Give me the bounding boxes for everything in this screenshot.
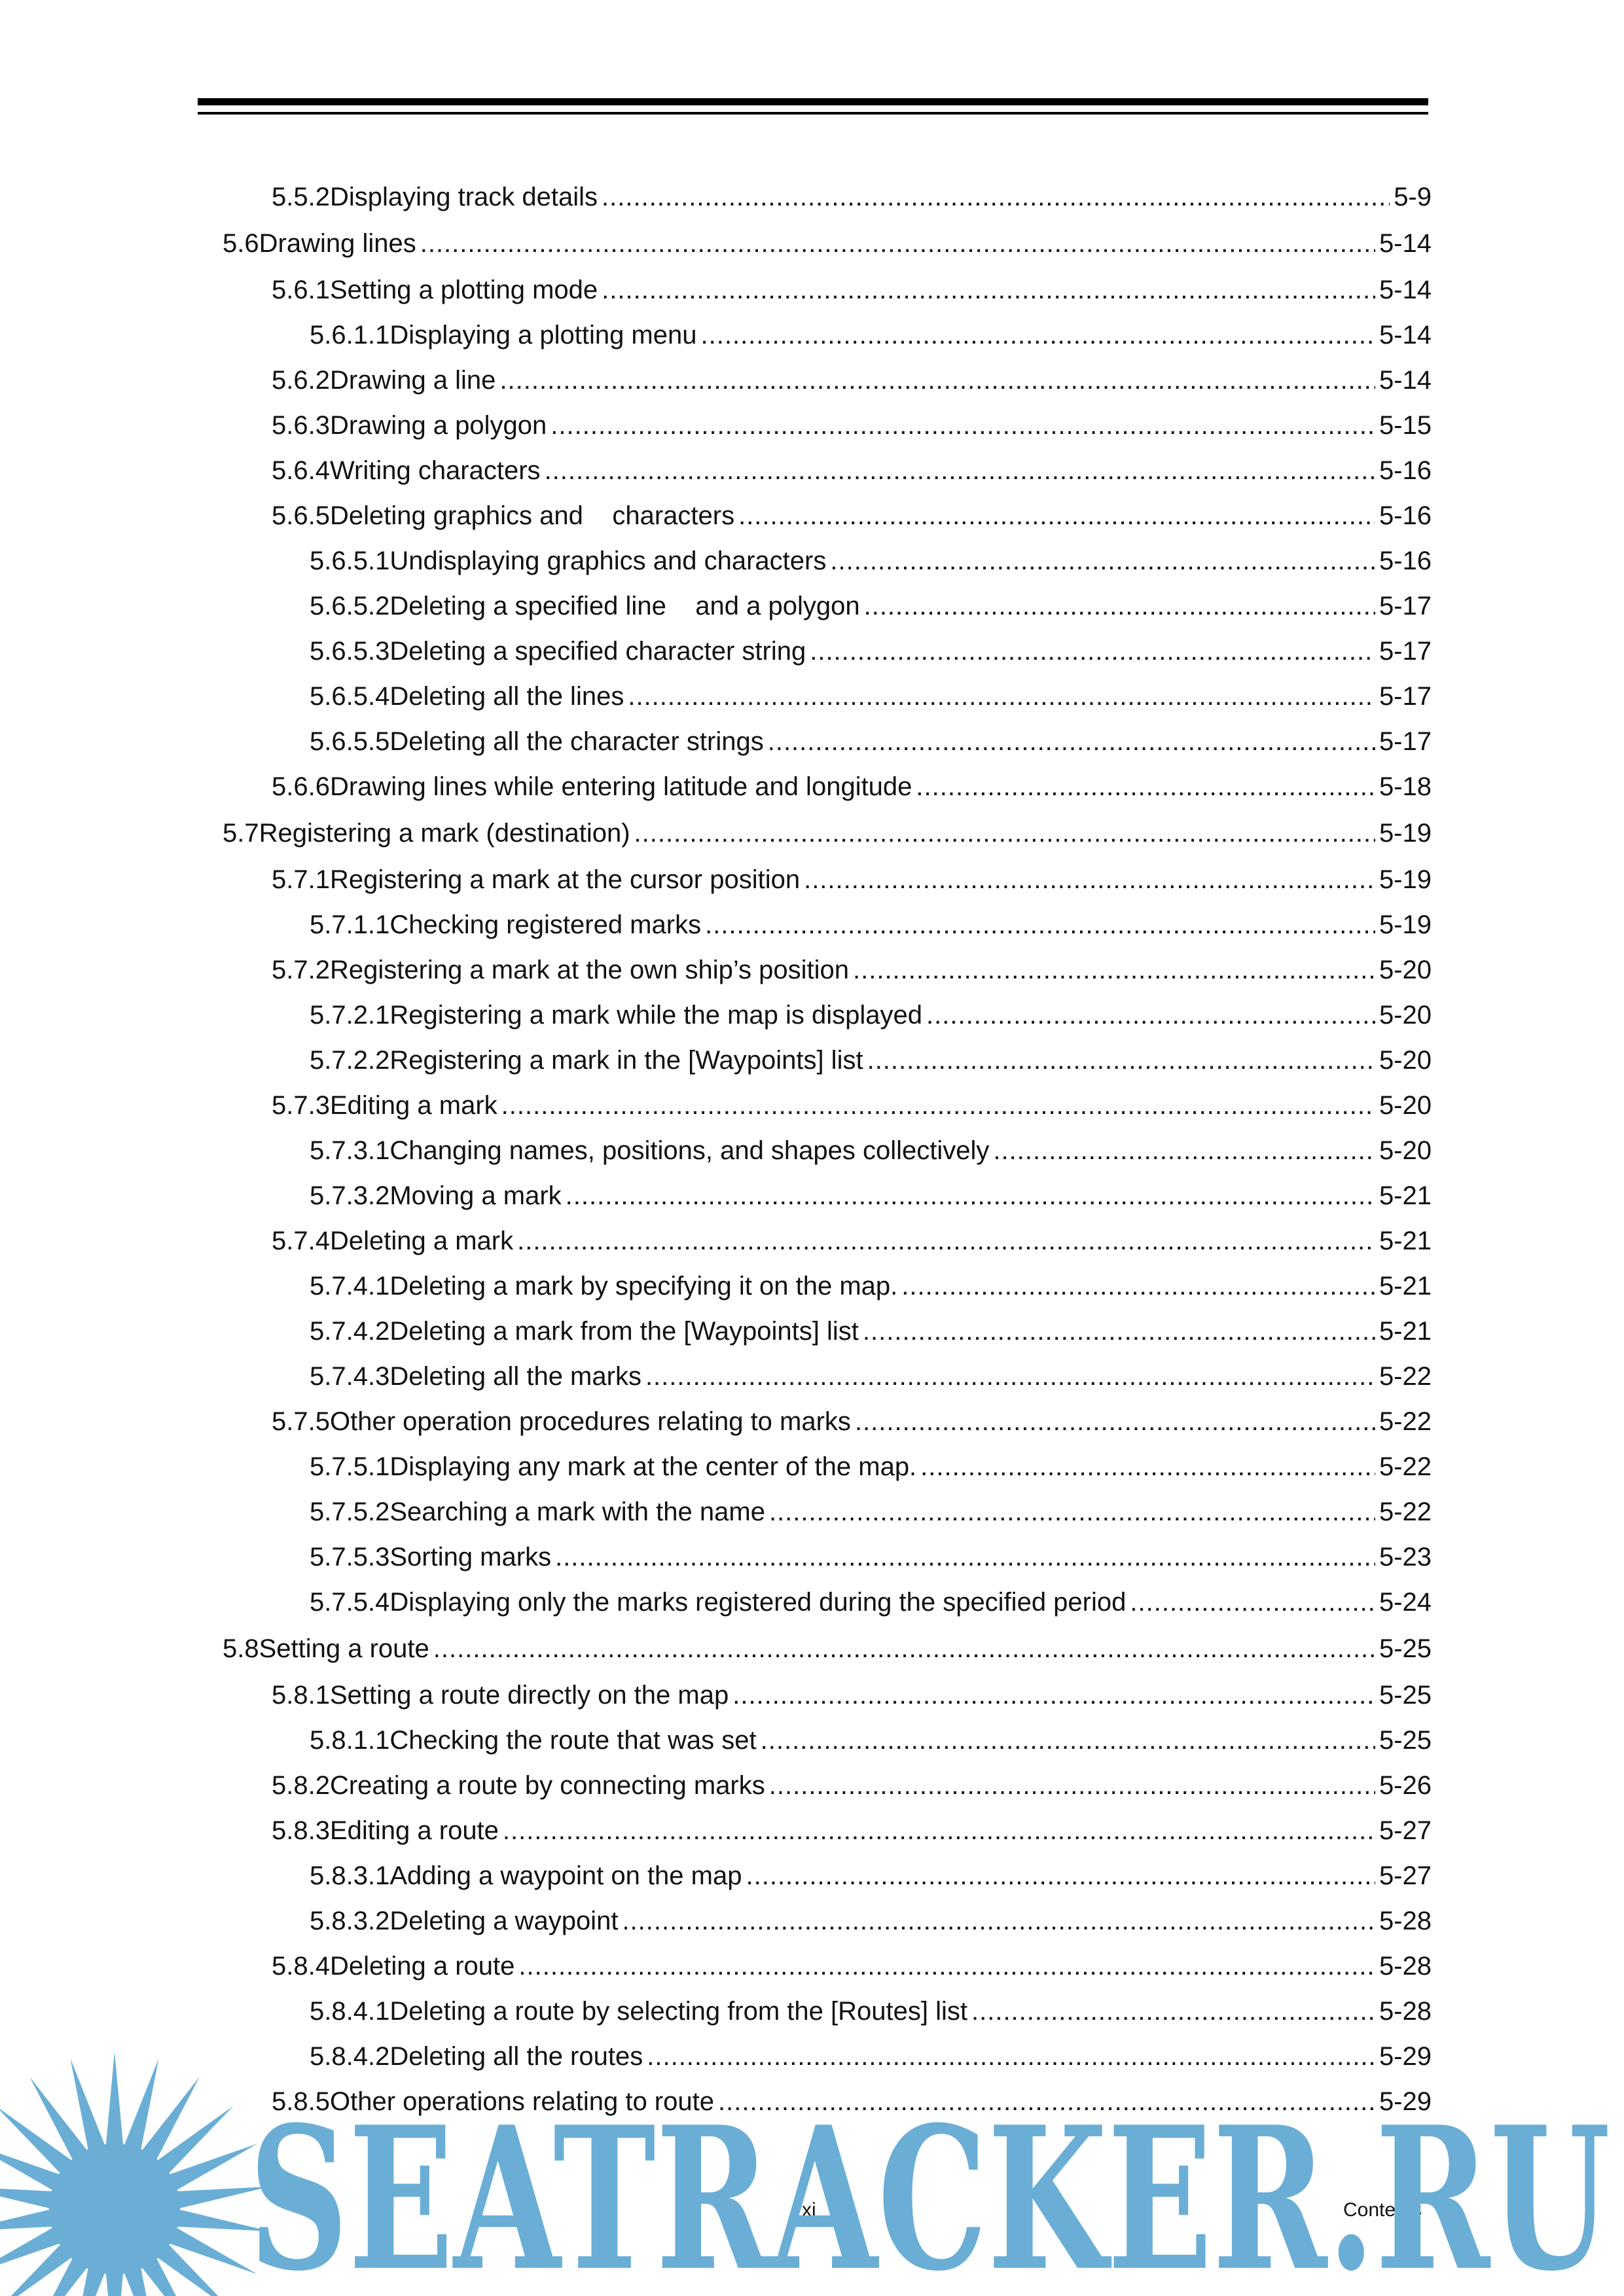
toc-leader-dots — [622, 1905, 1375, 1937]
toc-entry[interactable] — [310, 1541, 1432, 1573]
toc-leader-dots — [993, 1135, 1375, 1166]
toc-entry-title: Displaying any mark at the center of the map. — [389, 1452, 917, 1481]
toc-entry-page: 5-14 — [1379, 366, 1432, 395]
toc-entry-number: 5.6.5.1 — [310, 547, 390, 575]
toc-entry[interactable] — [310, 1316, 1432, 1347]
toc-leader-dots — [555, 1541, 1375, 1573]
toc-entry-title: Deleting all the character strings — [389, 727, 764, 756]
header-rule-thin — [198, 112, 1428, 115]
footer-section: Contents — [1343, 2199, 1422, 2221]
toc-leader-dots — [501, 1090, 1375, 1121]
toc-leader-dots — [602, 274, 1375, 306]
toc-entry[interactable] — [310, 1587, 1432, 1618]
toc-leader-dots — [545, 455, 1375, 486]
toc-leader-dots — [867, 1045, 1375, 1076]
toc-entry[interactable] — [310, 1361, 1432, 1392]
toc-entry-title: Deleting a mark — [329, 1227, 514, 1255]
toc-entry[interactable] — [272, 455, 1432, 486]
toc-leader-dots — [855, 1406, 1375, 1437]
toc-entry-page: 5-17 — [1379, 637, 1432, 666]
watermark-text: SEATRACKER.RU — [249, 2083, 1610, 2296]
toc-entry-page: 5-22 — [1379, 1362, 1432, 1391]
toc-entry-page: 5-15 — [1379, 411, 1432, 440]
toc-entry[interactable] — [272, 1815, 1432, 1846]
toc-leader-dots — [971, 1996, 1375, 2027]
toc-entry-number: 5.6.5 — [272, 501, 330, 530]
toc-entry-page: 5-20 — [1379, 956, 1432, 984]
toc-entry[interactable] — [310, 590, 1432, 622]
toc-entry-page: 5-9 — [1394, 183, 1432, 211]
toc-entry-title: Displaying track details — [329, 183, 598, 211]
toc-entry-title: Deleting all the marks — [389, 1362, 641, 1391]
toc-leader-dots — [810, 636, 1375, 667]
toc-entry-title: Setting a route directly on the map — [329, 1681, 729, 1710]
toc-entry[interactable] — [272, 1950, 1432, 1982]
toc-entry-page: 5-22 — [1379, 1407, 1432, 1436]
toc-entry[interactable] — [310, 1905, 1432, 1937]
toc-entry-title: Creating a route by connecting marks — [329, 1771, 765, 1800]
toc-entry-number: 5.7.3 — [272, 1091, 330, 1120]
toc-entry-page: 5-17 — [1379, 727, 1432, 756]
toc-entry-page: 5-17 — [1379, 592, 1432, 620]
toc-entry-title: Deleting a route — [329, 1952, 515, 1981]
toc-entry-title: Adding a waypoint on the map — [389, 1861, 742, 1890]
toc-leader-dots — [433, 1633, 1375, 1664]
header-rule-thick — [198, 98, 1428, 105]
toc-entry-title: Registering a mark at the cursor position — [329, 865, 801, 894]
toc-entry-number: 5.8 — [223, 1634, 259, 1663]
toc-leader-dots — [701, 319, 1375, 351]
toc-entry-title: Checking registered marks — [389, 910, 702, 939]
toc-entry-page: 5-19 — [1379, 819, 1432, 848]
toc-entry-page: 5-20 — [1379, 1001, 1432, 1030]
toc-entry[interactable] — [310, 319, 1432, 351]
toc-entry-number: 5.7.4 — [272, 1227, 330, 1255]
toc-entry-title: Changing names, positions, and shapes collectively — [389, 1136, 990, 1165]
toc-entry-page: 5-24 — [1379, 1588, 1432, 1617]
toc-entry[interactable] — [272, 274, 1432, 306]
toc-entry[interactable] — [272, 1679, 1432, 1711]
toc-entry-page: 5-22 — [1379, 1452, 1432, 1481]
toc-entry-number: 5.6.5.2 — [310, 592, 390, 620]
toc-entry-page: 5-25 — [1379, 1681, 1432, 1710]
toc-entry-page: 5-20 — [1379, 1091, 1432, 1120]
toc-entry[interactable] — [310, 1496, 1432, 1528]
toc-leader-dots — [705, 909, 1375, 941]
toc-leader-dots — [420, 228, 1375, 259]
toc-entry-title: Other operations relating to route — [329, 2087, 714, 2116]
toc-entry-page: 5-22 — [1379, 1498, 1432, 1526]
toc-entry[interactable] — [310, 726, 1432, 757]
toc-entry[interactable] — [272, 365, 1432, 396]
toc-leader-dots — [645, 1361, 1375, 1392]
toc-leader-dots — [517, 1225, 1375, 1257]
toc-entry-page: 5-25 — [1379, 1726, 1432, 1755]
toc-entry-title: Setting a route — [259, 1634, 429, 1663]
toc-entry-number: 5.8.1 — [272, 1681, 330, 1710]
toc-entry-number: 5.7.2.1 — [310, 1001, 390, 1030]
toc-entry-number: 5.7.5.1 — [310, 1452, 390, 1481]
toc-entry-number: 5.6.5.4 — [310, 682, 390, 711]
toc-entry-page: 5-14 — [1379, 276, 1432, 304]
toc-entry-number: 5.8.3.2 — [310, 1907, 390, 1935]
toc-leader-dots — [503, 1815, 1375, 1846]
toc-entry-title: Other operation procedures relating to marks — [329, 1407, 851, 1436]
toc-entry-title: Deleting all the routes — [389, 2042, 643, 2071]
toc-entry[interactable] — [310, 1045, 1432, 1076]
toc-entry-title: Drawing lines while entering latitude and longitude — [329, 772, 912, 801]
toc-entry[interactable] — [310, 909, 1432, 941]
toc-entry-number: 5.7.4.3 — [310, 1362, 390, 1391]
toc-entry[interactable] — [310, 1180, 1432, 1211]
toc-entry-number: 5.6.1.1 — [310, 321, 390, 350]
toc-leader-dots — [566, 1180, 1375, 1211]
toc-entry-number: 5.7.2 — [272, 956, 330, 984]
toc-entry[interactable] — [310, 636, 1432, 667]
toc-entry-title: Registering a mark while the map is displayed — [389, 1001, 923, 1030]
toc-entry[interactable] — [272, 410, 1432, 441]
toc-entry[interactable] — [310, 1860, 1432, 1892]
toc-entry-number: 5.6.1 — [272, 276, 330, 304]
toc-entry-title: Deleting all the lines — [389, 682, 624, 711]
toc-leader-dots — [550, 410, 1375, 441]
toc-entry-title: Deleting a mark from the [Waypoints] list — [389, 1317, 859, 1346]
toc-entry-page: 5-29 — [1379, 2087, 1432, 2116]
toc-entry[interactable] — [310, 545, 1432, 577]
toc-entry-title: Deleting a route by selecting from the [Routes] list — [389, 1997, 967, 2026]
toc-entry-number: 5.8.2 — [272, 1771, 330, 1800]
toc-entry-number: 5.8.3 — [272, 1816, 330, 1845]
sun-disc — [49, 2144, 180, 2274]
toc-entry-number: 5.6 — [223, 229, 259, 258]
toc-entry[interactable] — [310, 1725, 1432, 1756]
toc-leader-dots — [732, 1679, 1375, 1711]
toc-entry-page: 5-16 — [1379, 501, 1432, 530]
toc-entry-number: 5.6.6 — [272, 772, 330, 801]
toc-leader-dots — [738, 500, 1375, 531]
toc-entry[interactable] — [272, 500, 1432, 531]
toc-entry-title: Writing characters — [329, 456, 541, 485]
toc-entry[interactable] — [310, 999, 1432, 1031]
toc-entry-title: Editing a route — [329, 1816, 499, 1845]
toc-entry-number: 5.8.4.1 — [310, 1997, 390, 2026]
toc-entry-page: 5-18 — [1379, 772, 1432, 801]
toc-entry-number: 5.8.4.2 — [310, 2042, 390, 2071]
toc-entry-title: Drawing a line — [329, 366, 496, 395]
toc-entry[interactable] — [272, 181, 1432, 213]
toc-entry-number: 5.8.1.1 — [310, 1726, 390, 1755]
toc-entry[interactable] — [310, 681, 1432, 712]
toc-entry-page: 5-21 — [1379, 1272, 1432, 1300]
toc-leader-dots — [768, 726, 1375, 757]
toc-entry[interactable] — [272, 954, 1432, 986]
toc-entry-title: Drawing lines — [259, 229, 416, 258]
toc-entry-page: 5-16 — [1379, 456, 1432, 485]
toc-entry-page: 5-19 — [1379, 865, 1432, 894]
toc-leader-dots — [901, 1270, 1375, 1302]
toc-entry-title: Deleting graphics and characters — [329, 501, 735, 530]
toc-entry-number: 5.7.4.2 — [310, 1317, 390, 1346]
toc-entry-number: 5.7.1.1 — [310, 910, 390, 939]
toc-entry-page: 5-21 — [1379, 1317, 1432, 1346]
toc-leader-dots — [628, 681, 1375, 712]
toc-entry-number: 5.8.5 — [272, 2087, 330, 2116]
toc-entry-title: Moving a mark — [389, 1181, 562, 1210]
toc-entry-title: Setting a plotting mode — [329, 276, 598, 304]
toc-entry-page: 5-21 — [1379, 1181, 1432, 1210]
toc-entry[interactable] — [272, 1090, 1432, 1121]
toc-entry[interactable] — [310, 1451, 1432, 1482]
toc-entry[interactable] — [223, 228, 1432, 259]
toc-entry-page: 5-14 — [1379, 321, 1432, 350]
toc-entry-title: Deleting a specified line and a polygon — [389, 592, 860, 620]
toc-entry-number: 5.7.5.2 — [310, 1498, 390, 1526]
toc-entry-page: 5-28 — [1379, 1997, 1432, 2026]
toc-entry-page: 5-25 — [1379, 1634, 1432, 1663]
toc-entry-page: 5-26 — [1379, 1771, 1432, 1800]
toc-entry-title: Registering a mark (destination) — [259, 819, 630, 848]
toc-entry-number: 5.6.5.5 — [310, 727, 390, 756]
toc-leader-dots — [804, 864, 1375, 895]
toc-entry-title: Editing a mark — [329, 1091, 497, 1120]
toc-entry-number: 5.7.5 — [272, 1407, 330, 1436]
toc-leader-dots — [916, 771, 1375, 802]
toc-entry[interactable] — [272, 1406, 1432, 1437]
toc-entry-page: 5-23 — [1379, 1543, 1432, 1571]
toc-entry-page: 5-21 — [1379, 1227, 1432, 1255]
toc-entry[interactable] — [272, 1225, 1432, 1257]
toc-leader-dots — [518, 1950, 1375, 1982]
toc-entry-number: 5.6.5.3 — [310, 637, 390, 666]
toc-entry-number: 5.7.3.2 — [310, 1181, 390, 1210]
toc-entry-number: 5.6.3 — [272, 411, 330, 440]
toc-entry-page: 5-20 — [1379, 1136, 1432, 1165]
toc-entry-title: Undisplaying graphics and characters — [389, 547, 827, 575]
toc-entry-page: 5-17 — [1379, 682, 1432, 711]
toc-leader-dots — [863, 1316, 1375, 1347]
toc-entry-page: 5-19 — [1379, 910, 1432, 939]
toc-entry-title: Deleting a waypoint — [389, 1907, 619, 1935]
toc-entry[interactable] — [223, 1633, 1432, 1664]
toc-entry-page: 5-14 — [1379, 229, 1432, 258]
toc-entry[interactable] — [310, 1996, 1432, 2027]
toc-leader-dots — [634, 817, 1375, 849]
toc-entry-page: 5-20 — [1379, 1046, 1432, 1075]
toc-entry-title: Searching a mark with the name — [389, 1498, 765, 1526]
toc-entry-page: 5-28 — [1379, 1907, 1432, 1935]
toc-entry-title: Deleting a specified character string — [389, 637, 806, 666]
toc-entry-number: 5.7 — [223, 819, 259, 848]
toc-leader-dots — [1130, 1587, 1375, 1618]
toc-entry-page: 5-28 — [1379, 1952, 1432, 1981]
toc-entry-title: Sorting marks — [389, 1543, 552, 1571]
toc-entry-page: 5-27 — [1379, 1861, 1432, 1890]
toc-entry[interactable] — [310, 1135, 1432, 1166]
toc-entry-title: Displaying only the marks registered during the specified period — [389, 1588, 1127, 1617]
toc-entry-number: 5.8.4 — [272, 1952, 330, 1981]
toc-entry-number: 5.5.2 — [272, 183, 330, 211]
toc-leader-dots — [830, 545, 1375, 577]
toc-entry-page: 5-29 — [1379, 2042, 1432, 2071]
toc-leader-dots — [864, 590, 1375, 622]
toc-leader-dots — [769, 1496, 1375, 1528]
toc-entry[interactable] — [310, 1270, 1432, 1302]
sun-icon — [0, 2052, 270, 2296]
toc-entry-number: 5.7.2.2 — [310, 1046, 390, 1075]
toc-leader-dots — [746, 1860, 1375, 1892]
toc-entry[interactable] — [272, 864, 1432, 895]
toc-leader-dots — [602, 181, 1390, 213]
toc-leader-dots — [499, 365, 1375, 396]
toc-entry-number: 5.7.5.3 — [310, 1543, 390, 1571]
toc-entry-number: 5.7.5.4 — [310, 1588, 390, 1617]
toc-entry-page: 5-16 — [1379, 547, 1432, 575]
toc-leader-dots — [926, 999, 1375, 1031]
toc-entry[interactable] — [272, 1770, 1432, 1801]
toc-entry-number: 5.6.2 — [272, 366, 330, 395]
toc-leader-dots — [761, 1725, 1375, 1756]
toc-leader-dots — [853, 954, 1375, 986]
toc-entry-title: Deleting a mark by specifying it on the map. — [389, 1272, 898, 1300]
toc-entry[interactable] — [272, 771, 1432, 802]
toc-entry-title: Checking the route that was set — [389, 1726, 757, 1755]
toc-entry-page: 5-27 — [1379, 1816, 1432, 1845]
watermark-logo — [0, 2049, 1624, 2296]
toc-entry-title: Displaying a plotting menu — [389, 321, 697, 350]
toc-entry-number: 5.7.4.1 — [310, 1272, 390, 1300]
toc-entry-title: Registering a mark at the own ship’s position — [329, 956, 849, 984]
toc-leader-dots — [769, 1770, 1375, 1801]
toc-entry[interactable] — [223, 817, 1432, 849]
footer-page-number: xi — [802, 2199, 816, 2221]
toc-entry-title: Drawing a polygon — [329, 411, 547, 440]
toc-leader-dots — [920, 1451, 1375, 1482]
toc-entry-number: 5.6.4 — [272, 456, 330, 485]
toc-entry-title: Registering a mark in the [Waypoints] list — [389, 1046, 863, 1075]
toc-entry-number: 5.7.1 — [272, 865, 330, 894]
toc-entry-number: 5.8.3.1 — [310, 1861, 390, 1890]
toc-entry-number: 5.7.3.1 — [310, 1136, 390, 1165]
